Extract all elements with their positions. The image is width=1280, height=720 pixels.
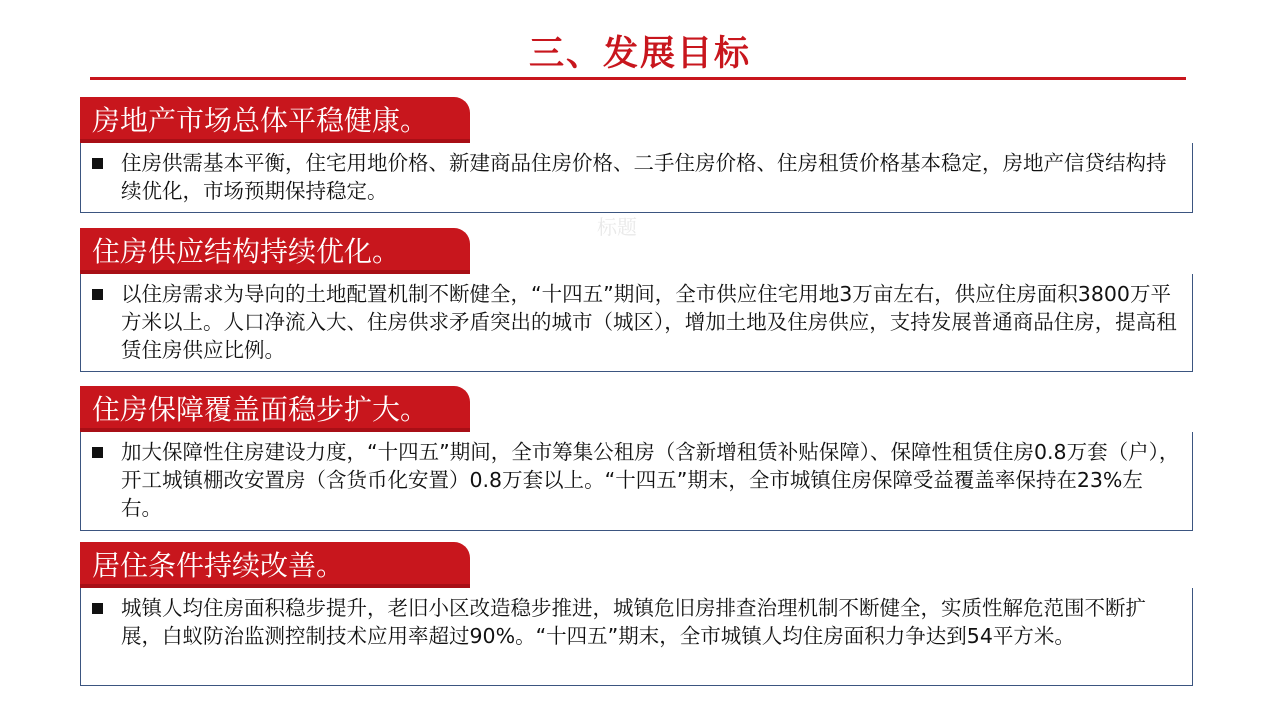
square-bullet-icon (92, 158, 103, 169)
title-divider (90, 77, 1186, 80)
section-heading: 住房供应结构持续优化。 (80, 228, 470, 274)
section-text: 加大保障性住房建设力度，“十四五”期间，全市筹集公租房（含新增租赁补贴保障）、保障性租赁住房0.8万套（户），开工城镇棚改安置房（含货币化安置）0.8万套以上。“十四五”期末，全市城镇住房保障受益覆盖率保持在23%左右。 (121, 440, 1180, 520)
watermark-text: 标题 (597, 215, 637, 239)
square-bullet-icon (92, 603, 103, 614)
section-heading: 住房保障覆盖面稳步扩大。 (80, 386, 470, 432)
page-title: 三、发展目标 (528, 34, 751, 74)
section-text: 住房供需基本平衡，住宅用地价格、新建商品住房价格、二手住房价格、住房租赁价格基本稳定，房地产信贷结构持续优化，市场预期保持稳定。 (121, 151, 1167, 203)
section-text: 以住房需求为导向的土地配置机制不断健全，“十四五”期间，全市供应住宅用地3万亩左右，供应住房面积3800万平方米以上。人口净流入大、住房供求矛盾突出的城市（城区），增加土地及住房供应，支持发展普通商品住房，提高租赁住房供应比例。 (121, 282, 1177, 362)
section-housing-security (80, 386, 1193, 531)
section-text: 城镇人均住房面积稳步提升，老旧小区改造稳步推进，城镇危旧房排查治理机制不断健全，实质性解危范围不断扩展，白蚁防治监测控制技术应用率超过90%。“十四五”期末，全市城镇人均住房面积力争达到54平方米。 (121, 596, 1146, 648)
square-bullet-icon (92, 289, 103, 300)
section-body (80, 588, 1193, 686)
section-body (80, 432, 1193, 531)
section-body (80, 143, 1193, 213)
section-supply-structure (80, 228, 1193, 372)
section-body (80, 274, 1193, 372)
square-bullet-icon (92, 447, 103, 458)
section-heading: 居住条件持续改善。 (80, 542, 470, 588)
section-market-stability (80, 97, 1193, 213)
section-living-conditions (80, 542, 1193, 686)
section-heading: 房地产市场总体平稳健康。 (80, 97, 470, 143)
